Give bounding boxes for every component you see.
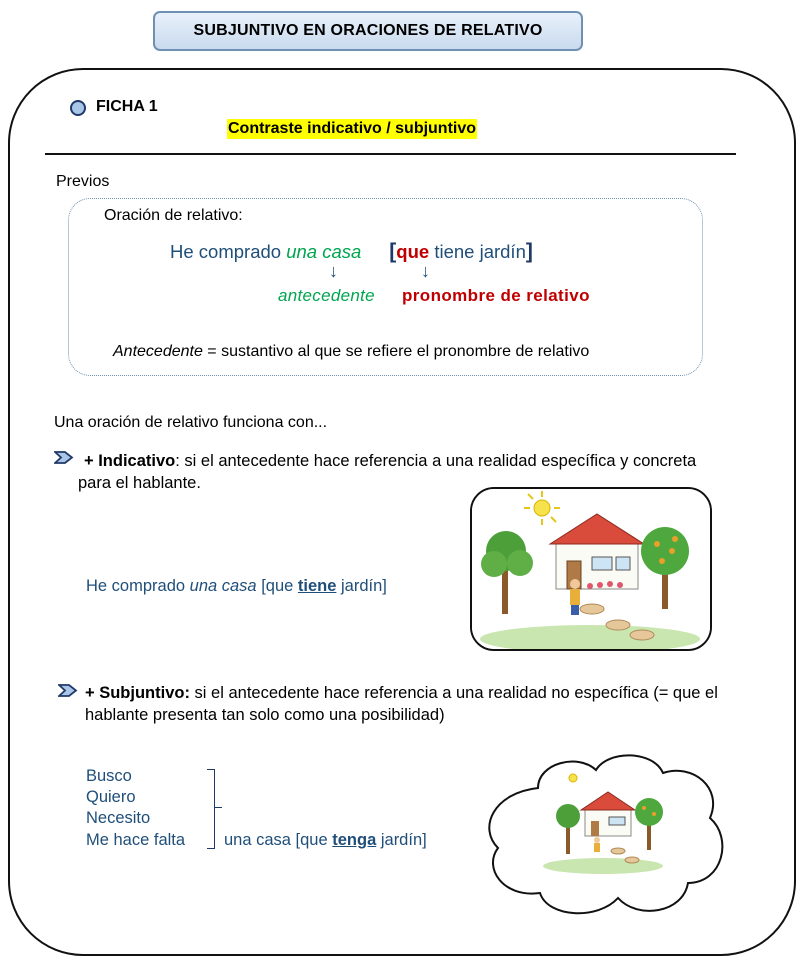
- relative-example: [170, 240, 533, 264]
- indicativo-example: [86, 577, 387, 596]
- section-subtitle: Contraste indicativo / subjuntivo: [228, 120, 477, 137]
- house-garden-image: [472, 489, 710, 649]
- arrow-down-icon: ↓: [421, 261, 430, 281]
- example-close: jardín]: [336, 577, 387, 595]
- thought-cloud-illustration: [478, 748, 730, 920]
- intro-text: Una oración de relativo funciona con...: [54, 414, 328, 431]
- page-title: SUBJUNTIVO EN ORACIONES DE RELATIVO: [153, 11, 583, 51]
- example-pre: una casa [que: [224, 831, 333, 849]
- definition-text: = sustantivo al que se refiere el pronombre de relativo: [202, 343, 590, 360]
- verb-item: Me hace falta: [86, 831, 186, 849]
- divider: [45, 153, 736, 155]
- bullet-circle-icon: [70, 100, 86, 116]
- oracion-label: Oración de relativo:: [104, 207, 243, 224]
- verb-item: Necesito: [86, 809, 151, 827]
- example-pre: He comprado: [86, 577, 190, 595]
- close-bracket: ]: [525, 240, 533, 263]
- subjuntivo-text: [85, 682, 735, 726]
- example-verb: tiene: [297, 577, 337, 595]
- indicativo-body: : si el antecedente hace referencia a una realidad específica y concreta para el hablante.: [78, 452, 697, 492]
- pronombre-label: pronombre de relativo: [402, 286, 590, 305]
- example-relative: que: [396, 241, 430, 262]
- verb-item: Quiero: [86, 788, 136, 806]
- subjuntivo-example: [224, 831, 427, 850]
- example-verb: tenga: [332, 831, 377, 849]
- example-antecedent: una casa: [189, 577, 257, 595]
- subjuntivo-heading: + Subjuntivo:: [85, 684, 190, 702]
- example-post: tiene jardín: [429, 241, 526, 262]
- ficha-label: FICHA 1: [96, 98, 158, 115]
- example-close: jardín]: [376, 831, 427, 849]
- example-pre: He comprado: [170, 241, 287, 262]
- previos-heading: Previos: [56, 173, 110, 190]
- bracket-tick: [215, 807, 222, 808]
- arrow-down-icon: ↓: [329, 261, 338, 281]
- chevron-bullet-icon: [54, 451, 74, 464]
- example-open: [que: [256, 577, 298, 595]
- indicativo-heading: + Indicativo: [84, 452, 176, 470]
- open-bracket: [: [389, 240, 397, 263]
- verb-item: Busco: [86, 767, 132, 785]
- house-illustration: [470, 487, 712, 651]
- subjuntivo-body: si el antecedente hace referencia a una realidad no específica (= que el hablante presenta tan solo como una posibilidad): [85, 684, 718, 724]
- definition: [113, 343, 589, 361]
- chevron-bullet-icon: [58, 684, 78, 697]
- definition-term: Antecedente: [113, 343, 203, 360]
- antecedente-label: antecedente: [278, 286, 375, 305]
- example-antecedent: una casa: [286, 241, 362, 262]
- verb-bracket: [207, 769, 215, 849]
